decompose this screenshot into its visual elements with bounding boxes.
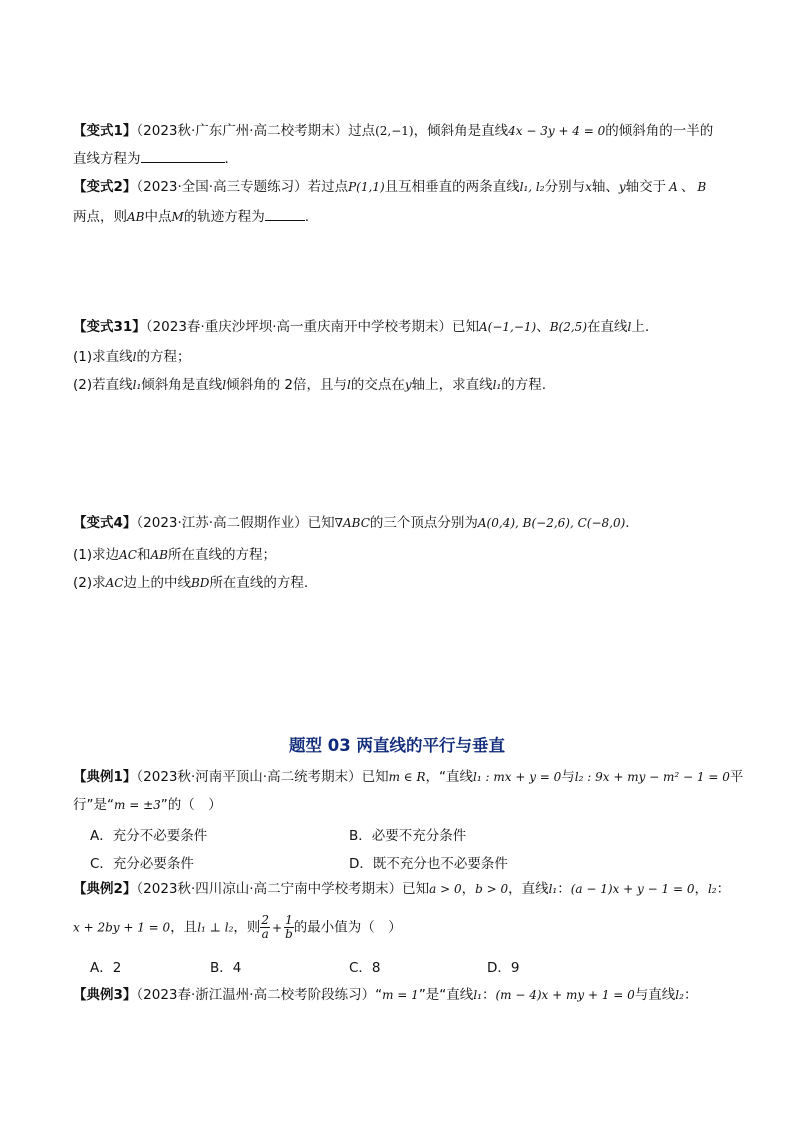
example-source: （2023秋·四川凉山·高二宁南中学校考期末） (136, 881, 403, 897)
text: 的轨迹方程为 (183, 209, 265, 225)
text: (2)若直线 (73, 377, 133, 393)
math-AB: AB (150, 548, 168, 562)
math-triangle: ∇ABC (334, 516, 370, 530)
text: 的交点在 (350, 377, 405, 393)
text: 已知 (402, 881, 430, 897)
math-l2: l₂ (707, 882, 717, 896)
text: 倾斜角的 2倍，且与 (226, 377, 348, 393)
math-b: b > 0 (475, 882, 509, 896)
text: 和 (136, 547, 151, 563)
text: 的方程. (501, 377, 547, 393)
text: ： (481, 987, 496, 1003)
text: 直线方程为 (73, 151, 141, 167)
math-condition: m ∈ R (388, 770, 426, 784)
text: 的最小值为（ ） (293, 919, 402, 936)
text: 的倾斜角的一半的 (605, 123, 714, 139)
text: ，则 (233, 919, 261, 936)
example-e2-line1 (73, 880, 730, 898)
math-l: l (132, 350, 137, 364)
math-y: y (404, 378, 412, 392)
math-l1: l₁ (492, 378, 502, 392)
option-c: C．8 (349, 960, 381, 976)
text: 轴、 (591, 179, 619, 195)
math-lines: l₁, l₂ (519, 180, 545, 194)
denominator: b (285, 927, 293, 941)
numerator: 1 (285, 913, 293, 927)
text: 边上的中线 (123, 575, 191, 591)
text: 平 (729, 769, 744, 785)
problem-tag: 【变式31】 (73, 319, 146, 335)
example-e2-line2 (73, 914, 402, 941)
text: 轴上，求直线 (411, 377, 493, 393)
math-equation: (m − 4)x + my + 1 = 0 (495, 988, 635, 1002)
text: 、 (680, 179, 695, 195)
example-tag: 【典例2】 (73, 881, 137, 897)
answer-blank (265, 208, 305, 221)
problem-tag: 【变式2】 (73, 179, 137, 195)
text: ， (461, 881, 476, 897)
math-B: B (697, 180, 707, 194)
text: 轴交于 (625, 179, 667, 195)
math-l: l (222, 378, 227, 392)
denominator: a (261, 927, 269, 941)
section-title: 题型 03 两直线的平行与垂直 (289, 736, 505, 755)
math-point-A: A(−1,−1) (479, 320, 537, 334)
math-equation-1: (a − 1)x + y − 1 = 0 (570, 882, 695, 896)
math-points: A(0,4), B(−2,6), C(−8,0) (477, 516, 626, 530)
text: 中点 (144, 209, 172, 225)
problem-v3-q2 (73, 376, 546, 394)
example-e1-line1 (73, 768, 743, 786)
problem-v2-line1 (73, 178, 706, 196)
text: ”的（ ） (160, 797, 222, 813)
text: 两点，则 (73, 209, 127, 225)
math-l2: l₂ : 9x + my − m² − 1 = 0 (574, 770, 730, 784)
text: ，且 (170, 919, 198, 936)
text: 已知 (307, 515, 335, 531)
math-l1: l₁ (132, 378, 142, 392)
text: 与 (561, 769, 575, 785)
problem-v1-line1 (73, 122, 713, 140)
math-M: M (171, 210, 184, 224)
option-d: D．既不充分也不必要条件 (349, 856, 508, 872)
problem-source: （2023春·重庆沙坪坝·高一重庆南开中学校考期末） (145, 319, 452, 335)
text: 若过点 (307, 179, 349, 195)
text: 在直线 (587, 319, 628, 335)
example-e1-line2 (73, 796, 222, 814)
math-l1: l₁ : mx + y = 0 (473, 770, 562, 784)
math-AC: AC (105, 576, 124, 590)
math-AB: AB (127, 210, 145, 224)
text: ： (716, 881, 731, 897)
option-b: B．必要不充分条件 (349, 828, 467, 844)
text: ，倾斜角是直线 (413, 123, 509, 139)
problem-v3-line1 (73, 318, 649, 336)
problem-v4-q1 (73, 546, 276, 564)
math-a: a > 0 (429, 882, 462, 896)
math-m: m = ±3 (114, 798, 161, 812)
problem-v3-q1 (73, 348, 190, 366)
problem-v2-line2 (73, 208, 309, 226)
text: ： (683, 987, 698, 1003)
text: ”是“直线 (418, 987, 474, 1003)
text: 过点 (348, 123, 376, 139)
math-l1: l₁ (548, 882, 558, 896)
problem-tag: 【变式4】 (73, 515, 137, 531)
text: ， (694, 881, 708, 897)
text: . (224, 151, 229, 167)
fraction-1-over-b (284, 914, 294, 941)
text: 的三个顶点分别为 (369, 515, 478, 531)
problem-v1-line2 (73, 150, 229, 168)
math-AC: AC (119, 548, 137, 562)
problem-tag: 【变式1】 (73, 123, 137, 139)
text: ，“直线 (425, 769, 474, 785)
problem-source: （2023秋·广东广州·高二校考期末） (136, 123, 349, 139)
text: 与直线 (634, 987, 676, 1003)
math-m: m = 1 (382, 988, 419, 1002)
plus-sign: + (272, 920, 283, 935)
text: 已知 (452, 319, 479, 335)
text: . (304, 209, 310, 225)
fraction-2-over-a (260, 914, 270, 941)
text: 且互相垂直的两条直线 (384, 179, 520, 195)
math-equation: 4x − 3y + 4 = 0 (508, 124, 606, 138)
example-source: （2023春·浙江温州·高二校考阶段练习） (136, 987, 376, 1003)
text: (2)求 (73, 575, 106, 591)
text: 所在直线的方程. (209, 575, 309, 591)
text: 的方程； (136, 349, 191, 365)
math-l: l (627, 320, 632, 334)
math-l1: l₁ (473, 988, 482, 1002)
math-y: y (618, 180, 626, 194)
text: 所在直线的方程； (167, 547, 276, 563)
math-x: x (585, 180, 592, 194)
math-A: A (669, 180, 678, 194)
math-BD: BD (190, 576, 210, 590)
problem-v4-q2 (73, 574, 308, 592)
option-a: A．2 (90, 960, 122, 976)
problem-source: （2023·全国·高三专题练习） (136, 179, 308, 195)
text: ，直线 (508, 881, 549, 897)
option-a: A．充分不必要条件 (90, 828, 208, 844)
problem-source: （2023·江苏·高二假期作业） (136, 515, 308, 531)
example-source: （2023秋·河南平顶山·高二统考期末） (136, 769, 362, 785)
example-tag: 【典例3】 (73, 987, 137, 1003)
math-point: (2,−1) (375, 124, 414, 138)
text: (1)求边 (73, 547, 120, 563)
option-d: D．9 (487, 960, 520, 976)
math-point: P(1,1) (348, 180, 385, 194)
text: 分别与 (544, 179, 586, 195)
text: 行”是“ (73, 797, 114, 813)
math-equation-2: x + 2by + 1 = 0 (73, 920, 171, 935)
math-l: l (347, 378, 351, 392)
option-b: B．4 (210, 960, 242, 976)
text: . (625, 515, 630, 531)
text: 已知 (361, 769, 389, 785)
math-point-B: B(2,5) (549, 320, 587, 334)
math-perpendicular: l₁ ⊥ l₂ (197, 920, 234, 935)
example-tag: 【典例1】 (73, 769, 137, 785)
example-e3-line1 (73, 986, 697, 1004)
text: “ (375, 987, 383, 1003)
text: ： (557, 881, 571, 897)
text: 、 (536, 319, 550, 335)
text: (1)求直线 (73, 349, 133, 365)
answer-blank (141, 150, 225, 163)
numerator: 2 (261, 913, 270, 927)
math-l2: l₂ (675, 988, 684, 1002)
problem-v4-line1 (73, 514, 630, 532)
text: 上. (631, 319, 650, 335)
option-c: C．充分必要条件 (90, 856, 194, 872)
text: 倾斜角是直线 (141, 377, 223, 393)
